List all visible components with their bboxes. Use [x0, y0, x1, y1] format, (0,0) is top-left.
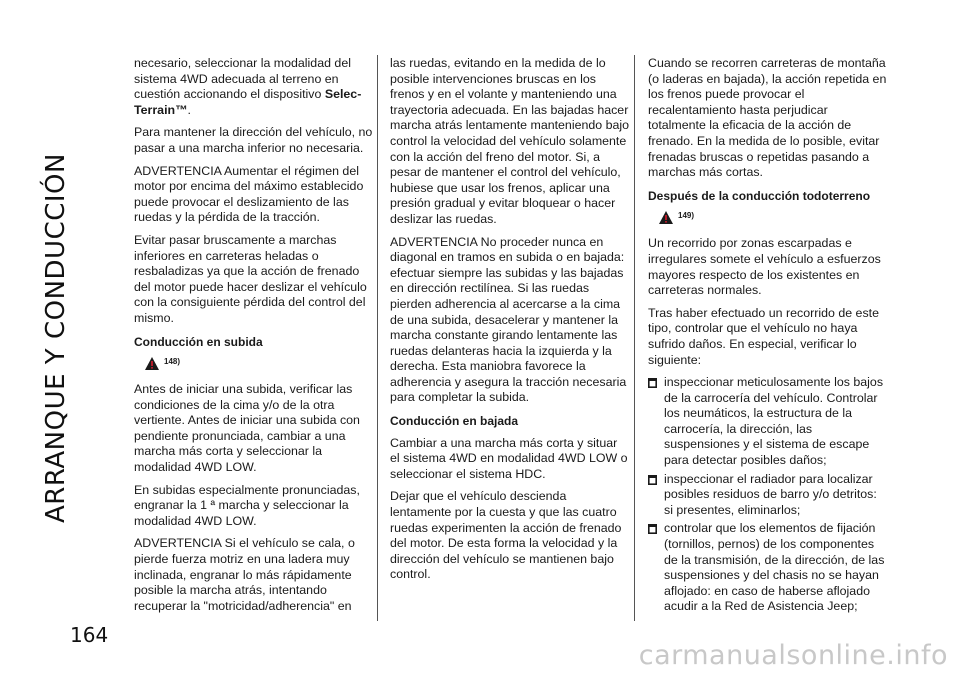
checkbox-icon — [648, 378, 657, 388]
page-number: 164 — [70, 623, 109, 647]
paragraph: Tras haber efectuado un recorrido de este tipo, controlar que el vehículo no haya sufrido daños. En especial, verificar lo siguiente: — [648, 305, 879, 367]
list-item-text: inspeccionar meticulosamente los bajos de la carrocería del vehículo. Controlar los neumáticos, la estructura de la carrocería, la dirección, las suspensiones y el sistema de escape para detectar posibles daños; — [664, 375, 884, 468]
paragraph: Un recorrido por zonas escarpadas e irregulares somete el vehículo a esfuerzos mayores respecto de los existentes en carreteras normales. — [648, 236, 881, 298]
watermark: carmanualsonline.info — [638, 640, 948, 671]
text-column-2 — [390, 56, 630, 590]
paragraph: Cuando se recorren carreteras de montaña (o laderas en bajada), la acción repetida en los frenos puede provocar el recalentamiento hasta perjudicar totalmente la eficacia de la acción de frenado. En la medida de lo posible, evitar frenadas bruscas o repetidas pasando a marchas más cortas. — [648, 56, 887, 180]
paragraph: las ruedas, evitando en la medida de lo posible intervenciones bruscas en los frenos y en el volante y manteniendo una trayectoria adecuada. En las bajadas hacer marcha atrás lentamente manteniendo bajo control la velocidad del vehículo solamente con la acción del freno del motor. Si, a pesar de mantener el control del vehículo, hubiese que usar los frenos, aplicar una presión gradual y evitar bloquear o hacer deslizar las ruedas. — [390, 56, 630, 226]
paragraph-text: . — [187, 102, 191, 117]
list-item — [648, 375, 888, 469]
list-item-text: inspeccionar el radiador para localizar posibles residuos de barro y/o detritos: si presentes, eliminarlos; — [664, 471, 877, 517]
paragraph: Dejar que el vehículo descienda lentamente por la cuesta y que las cuatro ruedas experimenten la acción de frenado del motor. De esta forma la velocidad y la dirección del vehículo se mantienen bajo control. — [390, 489, 622, 582]
list-item — [648, 521, 888, 615]
list-item-text: controlar que los elementos de fijación (tornillos, pernos) de los componentes de la transmisión, de la dirección, de las suspensiones y del chasis no se hayan aflojado: en caso de haberse aflojado acudir a la Red de Asistencia Jeep; — [664, 521, 885, 614]
column-divider — [634, 55, 635, 621]
device-name: Selec-Terrain™ — [134, 87, 362, 117]
paragraph: En subidas especialmente pronunciadas, engranar la 1 ª marcha y seleccionar la modalidad 4WD LOW. — [134, 482, 360, 528]
section-heading: Conducción en subida — [134, 334, 263, 349]
text-column-3 — [648, 56, 888, 618]
warning-triangle-icon — [144, 356, 160, 371]
checkbox-icon — [648, 524, 657, 534]
list-item — [648, 472, 888, 519]
paragraph — [134, 56, 374, 118]
section-heading: Conducción en bajada — [390, 414, 519, 429]
warning-paragraph: ADVERTENCIA No proceder nunca en diagonal en tramos en subida o en bajada: efectuar siempre las subidas y las bajadas en dirección rectilínea. Si las ruedas pierden adherencia al acercarse a la cima de una subida, desacelerar y mantener la marcha constante girando lentamente las ruedas delanteras hacia la izquierda y la derecha. Esta maniobra favorece la adherencia y asegura la tracción necesaria para completar la subida. — [390, 234, 627, 405]
text-column-1 — [134, 56, 374, 621]
section-title: ARRANQUE Y CONDUCCIÓN — [41, 153, 71, 523]
warning-ref-number: 149) — [678, 211, 695, 221]
checkbox-icon — [648, 475, 657, 485]
warning-reference — [658, 210, 888, 230]
column-divider — [377, 55, 378, 621]
warning-triangle-icon — [658, 210, 674, 225]
paragraph: Para mantener la dirección del vehículo, no pasar a una marcha inferior no necesaria. — [134, 125, 373, 155]
warning-ref-number: 148) — [164, 357, 181, 367]
warning-paragraph: ADVERTENCIA Si el vehículo se cala, o pierde fuerza motriz en una ladera muy inclinada, engranar lo más rápidamente posible la marcha atrás, intentando recuperar la "motricidad/adherencia" en — [134, 536, 355, 613]
paragraph: Antes de iniciar una subida, verificar las condiciones de la cima y/o de la otra vertiente. Antes de iniciar una subida con pendiente pronunciada, cambiar a una marcha más corta y seleccionar la modalidad 4WD LOW. — [134, 382, 360, 475]
section-heading: Después de la conducción todoterreno — [648, 188, 871, 203]
warning-reference — [144, 356, 374, 376]
paragraph: Evitar pasar bruscamente a marchas inferiores en carreteras heladas o resbaladizas ya que la acción de frenado del motor puede hacer deslizar el vehículo con la consiguiente pérdida del control del mismo. — [134, 232, 367, 325]
paragraph: Cambiar a una marcha más corta y situar el sistema 4WD en modalidad 4WD LOW o seleccionar el sistema HDC. — [390, 435, 628, 481]
paragraph-text: necesario, seleccionar la modalidad del sistema 4WD adecuada al terreno en cuestión accionando el dispositivo — [134, 56, 351, 102]
warning-paragraph: ADVERTENCIA Aumentar el régimen del motor por encima del máximo establecido puede provocar el deslizamiento de las ruedas y la pérdida de la tracción. — [134, 163, 364, 225]
